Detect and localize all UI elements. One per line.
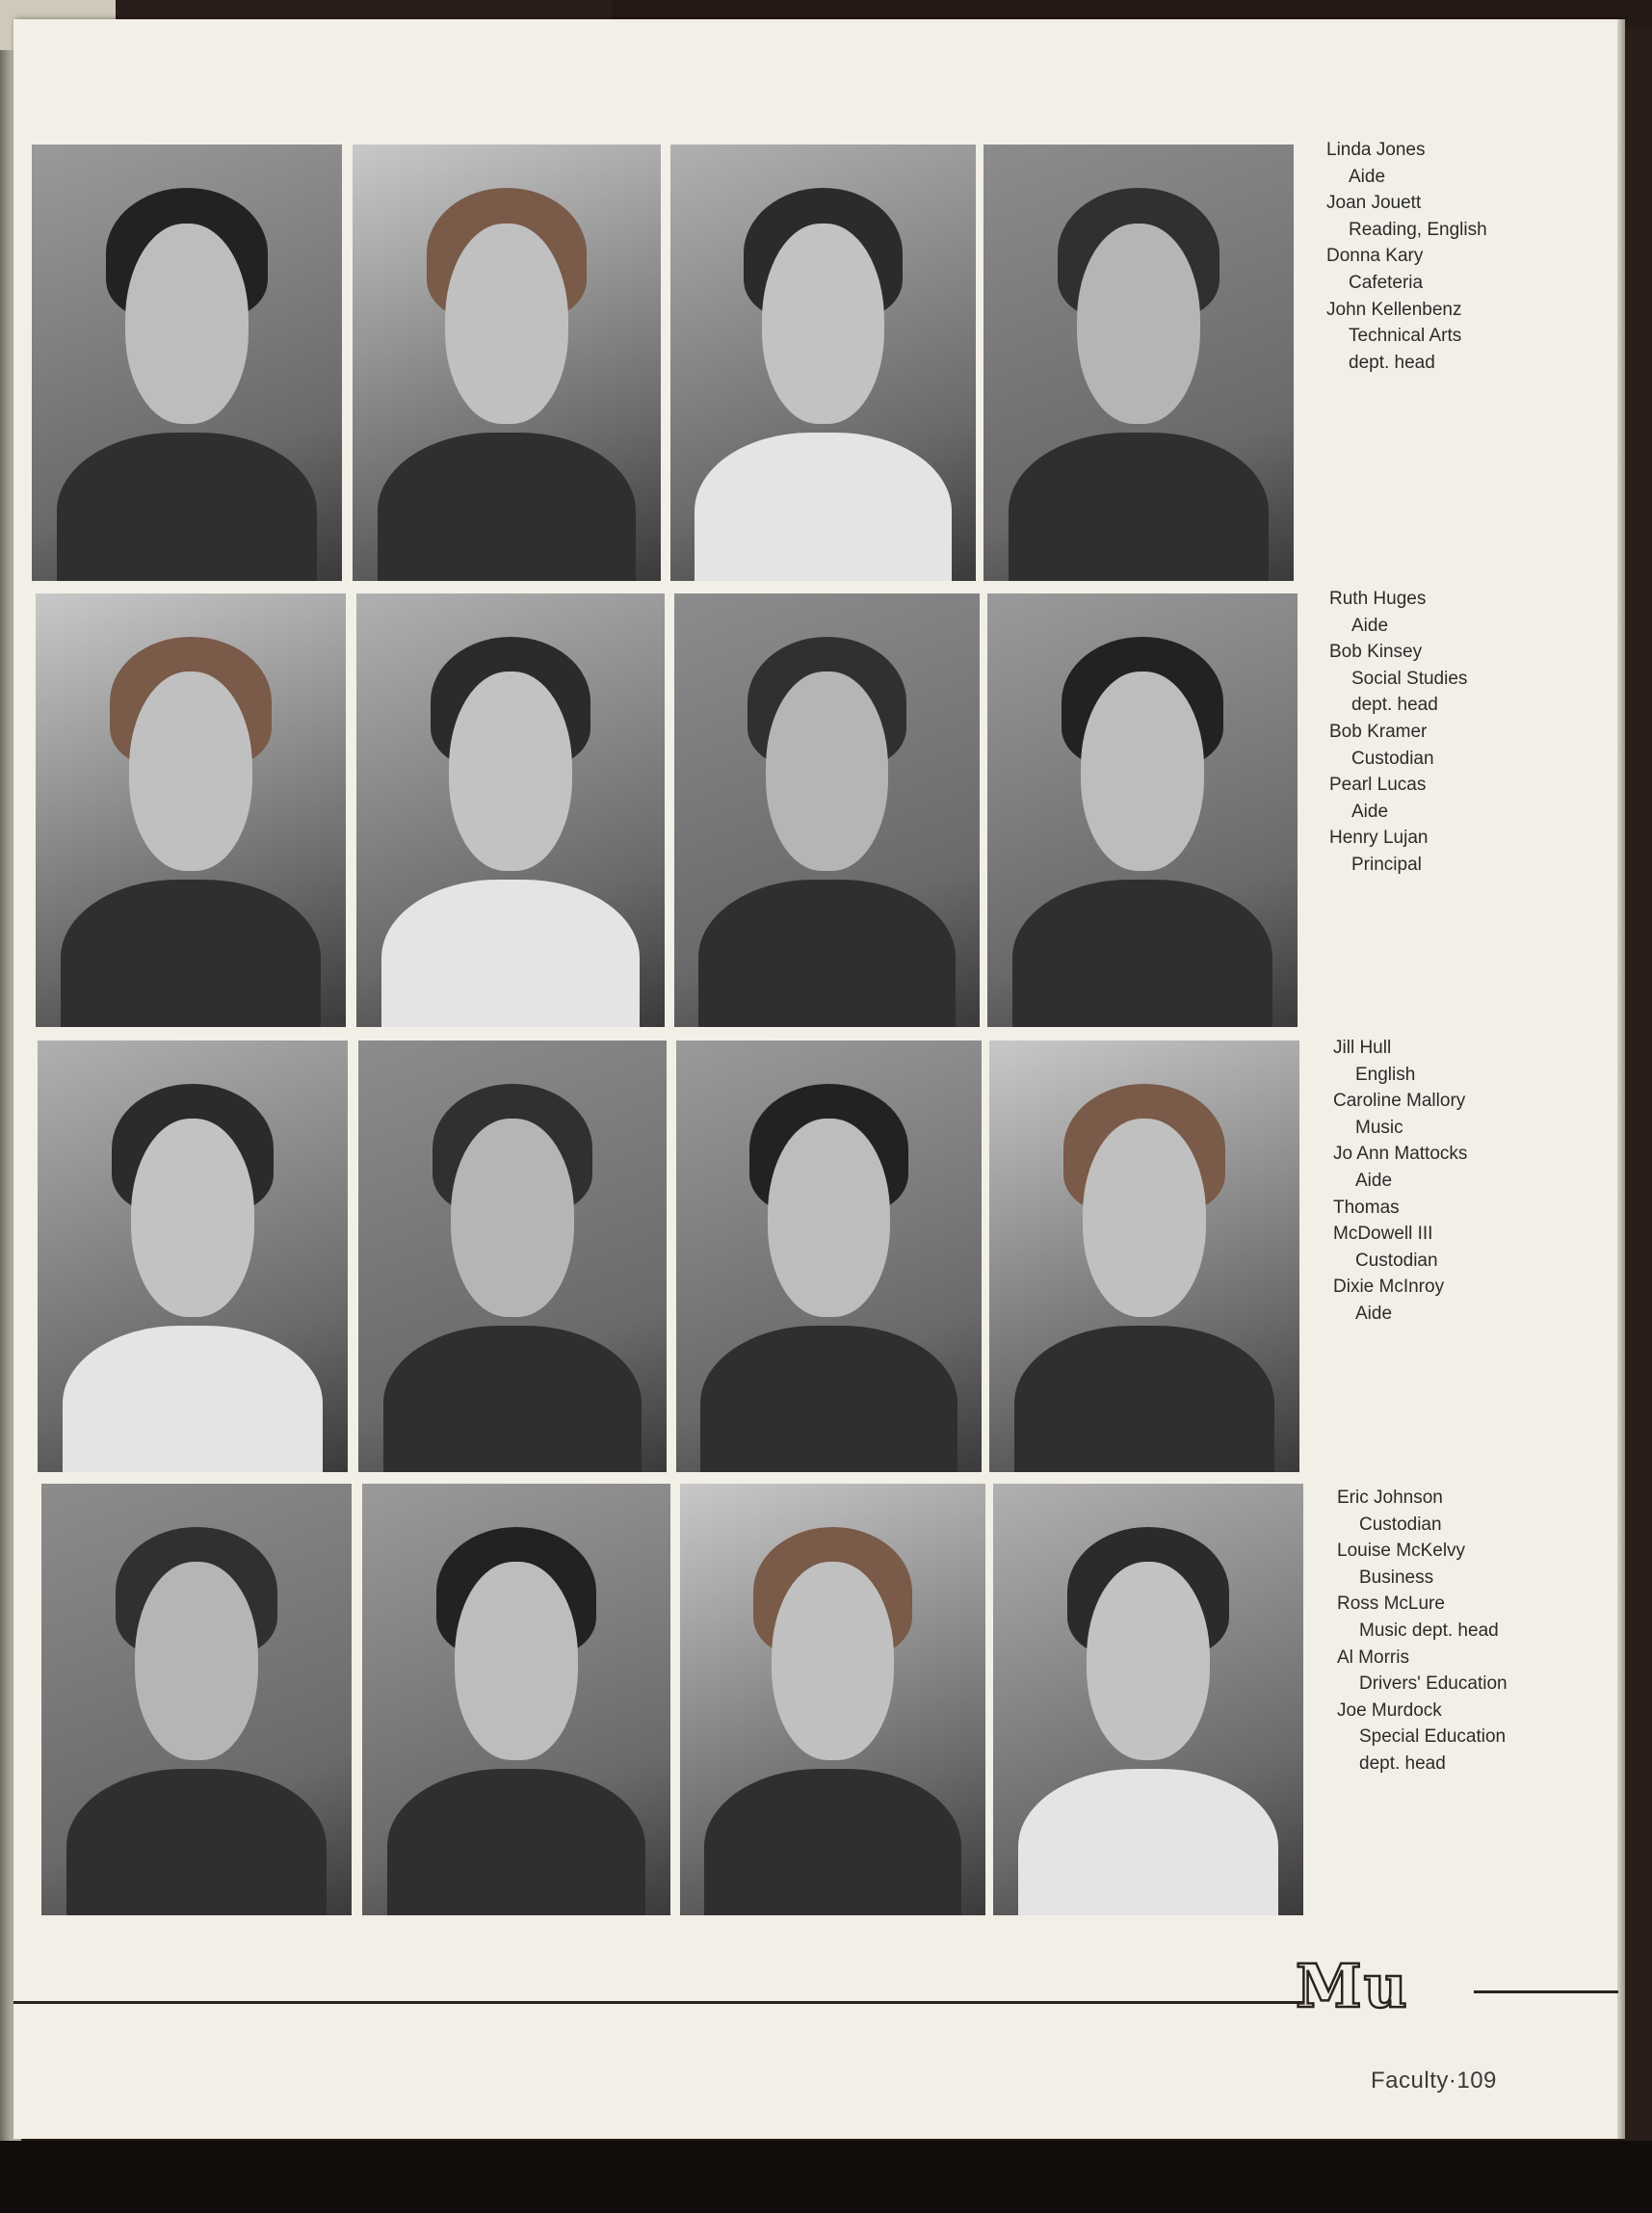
faculty-portrait-photo [983, 145, 1294, 581]
page-folio: Faculty·109 [1371, 2068, 1497, 2094]
page-edge [1617, 19, 1625, 2139]
caption-name: Jill Hull [1333, 1038, 1392, 1058]
caption-role: Technical Arts [1349, 326, 1462, 347]
caption-name: Henry Lujan [1329, 828, 1429, 849]
faculty-portrait-photo [362, 1484, 670, 1915]
caption-name: Eric Johnson [1337, 1488, 1443, 1508]
caption-name: Caroline Mallory [1333, 1091, 1466, 1112]
scan-bottom-background [0, 2141, 1652, 2213]
footer-rule-right [1474, 1990, 1618, 1993]
footer-rule-left [13, 2001, 1304, 2004]
caption-name: Bob Kramer [1329, 721, 1428, 742]
caption-name: Bob Kinsey [1329, 642, 1423, 663]
caption-role: Aide [1351, 801, 1389, 822]
caption-role: Drivers' Education [1359, 1673, 1508, 1695]
caption-row-4 [1337, 1485, 1568, 1778]
caption-role: Aide [1355, 1303, 1393, 1324]
caption-role: dept. head [1351, 695, 1438, 716]
caption-role: dept. head [1359, 1752, 1446, 1774]
caption-name: Donna Kary [1326, 246, 1424, 267]
caption-role: Custodian [1359, 1514, 1442, 1535]
faculty-portrait-photo [993, 1484, 1303, 1915]
caption-name: Louise McKelvy [1337, 1541, 1466, 1562]
caption-role: Music dept. head [1359, 1620, 1499, 1641]
faculty-portrait-photo [674, 593, 980, 1027]
caption-name: Joe Murdock [1337, 1699, 1442, 1721]
caption-role: English [1355, 1064, 1416, 1085]
faculty-portrait-photo [676, 1041, 982, 1472]
caption-name: John Kellenbenz [1326, 299, 1462, 320]
caption-name: Jo Ann Mattocks [1333, 1144, 1468, 1165]
faculty-portrait-photo [989, 1041, 1299, 1472]
faculty-portrait-photo [987, 593, 1298, 1027]
faculty-portrait-photo [38, 1041, 348, 1472]
caption-role: Aide [1351, 615, 1389, 636]
caption-role: Custodian [1355, 1250, 1438, 1271]
caption-role: Principal [1351, 854, 1422, 875]
caption-name: Ross McLure [1337, 1594, 1445, 1615]
caption-role: Social Studies [1351, 668, 1468, 689]
caption-role: Music [1355, 1117, 1403, 1138]
faculty-portrait-photo [32, 145, 342, 581]
section-mark: Mu [1296, 1951, 1409, 2021]
faculty-portrait-photo [41, 1484, 352, 1915]
caption-row-2 [1329, 586, 1560, 879]
caption-name: Dixie McInroy [1333, 1277, 1445, 1298]
caption-name: Al Morris [1337, 1647, 1409, 1668]
caption-role: Reading, English [1349, 219, 1487, 240]
caption-role: Custodian [1351, 748, 1434, 769]
caption-name: Pearl Lucas [1329, 775, 1427, 796]
faculty-portrait-photo [353, 145, 661, 581]
caption-row-3 [1333, 1035, 1564, 1328]
faculty-portrait-photo [680, 1484, 985, 1915]
caption-role: Aide [1349, 166, 1386, 187]
caption-name: Joan Jouett [1326, 193, 1422, 214]
caption-name: Ruth Huges [1329, 589, 1427, 609]
faculty-portrait-photo [358, 1041, 667, 1472]
caption-role: Cafeteria [1349, 272, 1424, 293]
faculty-portrait-photo [36, 593, 346, 1027]
caption-role: Special Education [1359, 1726, 1507, 1748]
caption-row-1 [1326, 137, 1558, 376]
caption-name: Thomas [1333, 1197, 1400, 1218]
caption-role: dept. head [1349, 352, 1435, 373]
caption-role: Aide [1355, 1170, 1393, 1191]
caption-role: Business [1359, 1567, 1434, 1588]
faculty-portrait-photo [670, 145, 976, 581]
caption-name: McDowell III [1333, 1224, 1433, 1245]
caption-name: Linda Jones [1326, 140, 1426, 160]
faculty-portrait-photo [356, 593, 665, 1027]
